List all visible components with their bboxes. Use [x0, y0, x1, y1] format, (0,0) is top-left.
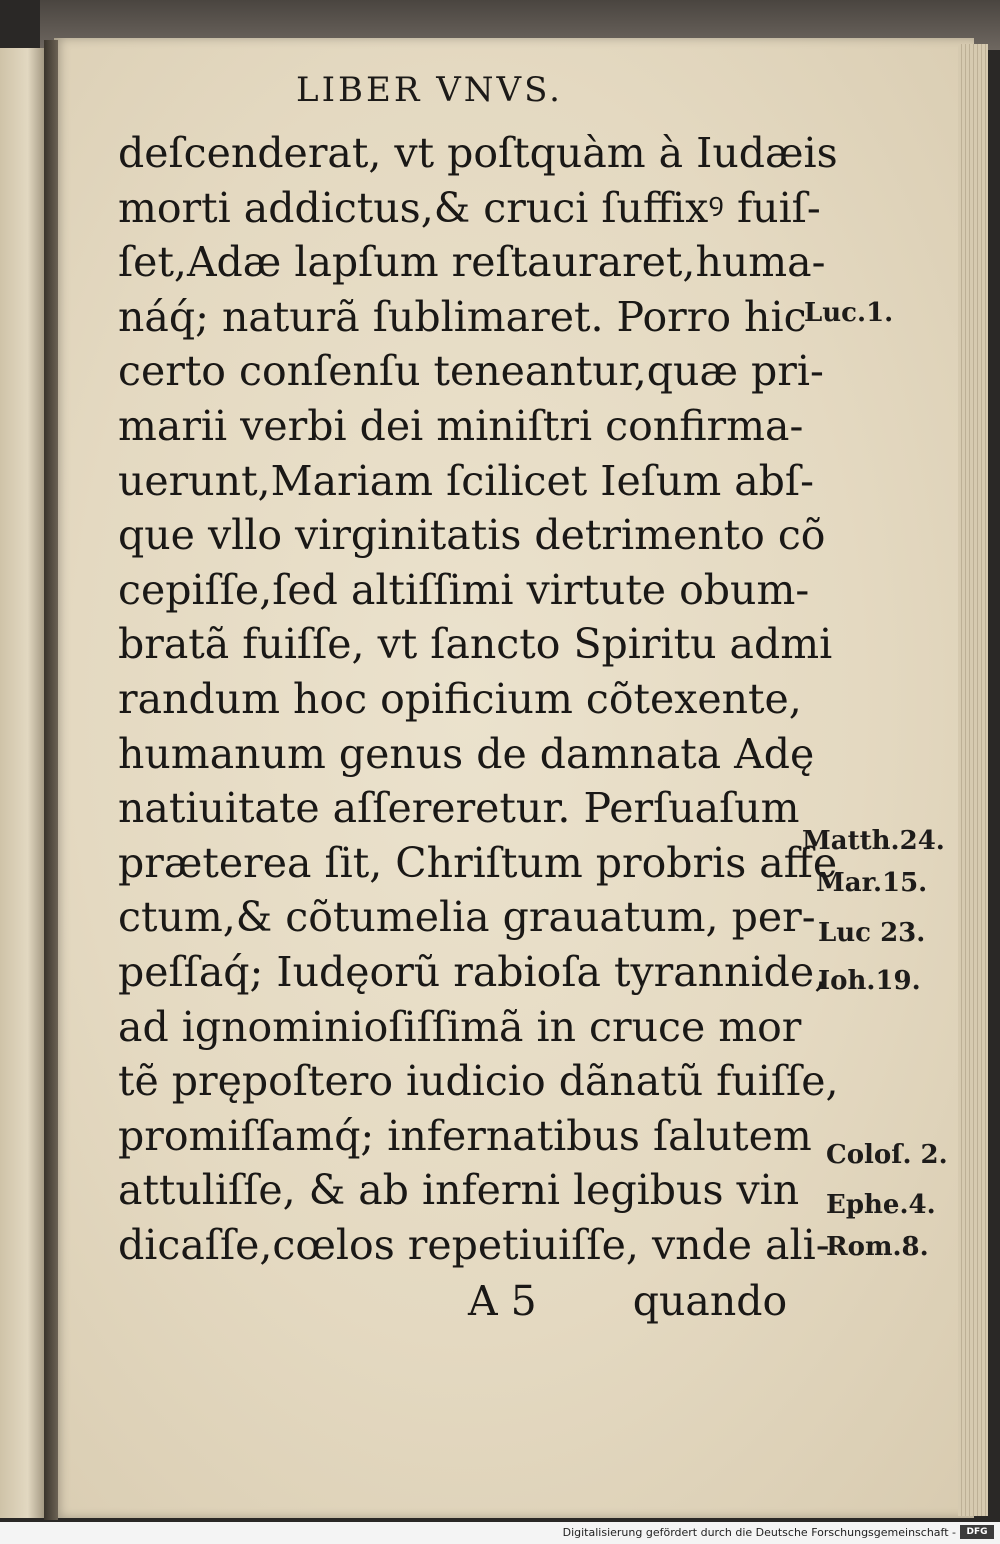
text-line: certo conſenſu teneantur,quæ pri-	[118, 347, 824, 396]
catchword: quando	[632, 1277, 788, 1326]
text-line: marii verbi dei miniſtri confirma-	[118, 401, 804, 450]
text-line: ſet,Adæ lapſum reſtauraret,huma-	[118, 238, 826, 287]
margin-note: Ephe.4.	[826, 1190, 936, 1220]
text-line: attuliſſe, & ab inferni legibus vin	[118, 1166, 800, 1215]
running-head: LIBER VNVS.	[296, 70, 563, 110]
text-line: ad ignominioſiſſimã in cruce mor	[118, 1002, 802, 1051]
text-line: tẽ prępoſtero iudicio dãnatũ fuiſſe,	[118, 1057, 839, 1106]
text-line: peſſaq́; Iudęorũ rabioſa tyrannide,	[118, 947, 828, 996]
body-text	[118, 126, 839, 1329]
margin-note: Matth.24.	[802, 826, 945, 856]
signature-line	[118, 1274, 818, 1329]
text-line: præterea ſit, Chriſtum probris affe	[118, 838, 838, 887]
text-line: náq́; naturã ſublimaret. Porro hic	[118, 292, 807, 341]
text-line: ctum,& cõtumelia grauatum, per-	[118, 893, 816, 942]
facing-page-edge	[0, 48, 46, 1518]
margin-note: Luc 23.	[818, 918, 926, 948]
margin-note: Ioh.19.	[818, 966, 921, 996]
book-gutter	[44, 40, 58, 1520]
text-line: natiuitate aſſereretur. Perſuaſum	[118, 784, 800, 833]
margin-note: Mar.15.	[816, 868, 928, 898]
text-line: cepiſſe,ſed altiſſimi virtute obum-	[118, 565, 810, 614]
text-line: dicaſſe,cœlos repetiuiſſe, vnde ali-	[118, 1220, 830, 1269]
text-line: humanum genus de damnata Adę	[118, 729, 815, 778]
dfg-logo: DFG	[960, 1525, 994, 1539]
text-line: uerunt,Mariam ſcilicet Ieſum abſ-	[118, 456, 814, 505]
text-line: deſcenderat, vt poſtquàm à Iudæis	[118, 129, 838, 177]
text-line: que vllo virginitatis detrimento cõ	[118, 511, 826, 560]
page-stack-edges	[958, 44, 988, 1516]
signature-mark: A 5	[468, 1277, 537, 1326]
text-line: promiſſamq́; infernatibus ſalutem	[118, 1111, 812, 1160]
footer-credit: Digitalisierung gefördert durch die Deutsche Forschungsgemeinschaft -	[562, 1526, 956, 1539]
margin-note: Coloſ. 2.	[826, 1140, 948, 1170]
text-line: morti addictus,& cruci ſuffixꝰ fuiſ-	[118, 183, 821, 232]
text-line: randum hoc opificium cõtexente,	[118, 674, 802, 723]
margin-note: Luc.1.	[804, 298, 894, 328]
margin-note: Rom.8.	[826, 1232, 929, 1262]
text-line: bratã fuiſſe, vt ſancto Spiritu admi	[118, 620, 833, 669]
